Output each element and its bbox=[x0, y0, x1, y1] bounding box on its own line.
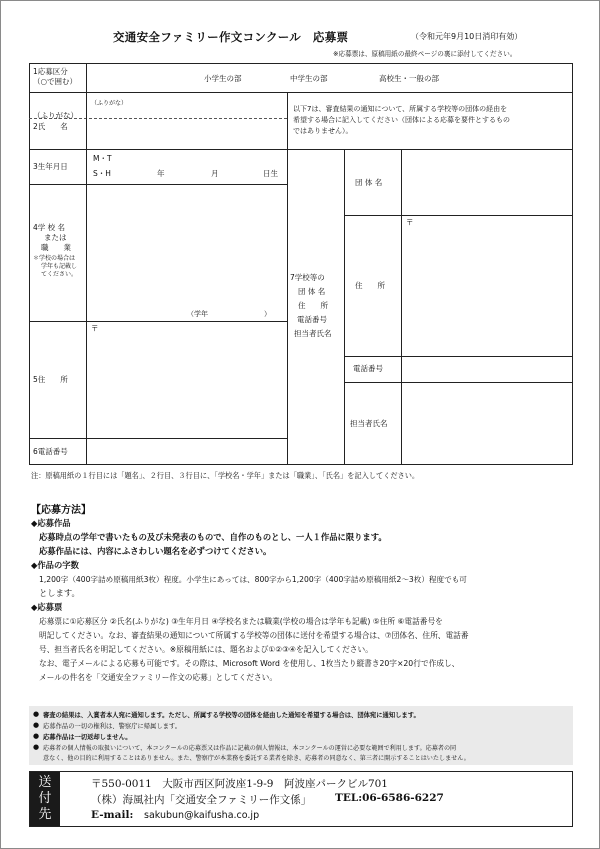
note-no-return: 応募作品は一切返却しません。 bbox=[43, 734, 132, 741]
send-company: （株）海風社内「交通安全ファミリー作文係」 bbox=[91, 794, 312, 806]
method-length-title: ◆作品の字数 bbox=[31, 560, 79, 570]
postal-mark: 〒 bbox=[91, 324, 99, 333]
school-note-1: ＊学校の場合は bbox=[33, 255, 76, 262]
furigana-label: （ふりがな） bbox=[33, 111, 78, 120]
birth-day-unit: 日生 bbox=[263, 169, 278, 178]
birth-month-unit: 月 bbox=[211, 169, 219, 178]
send-email[interactable]: sakubun@kaifusha.co.jp bbox=[144, 810, 260, 821]
group-notice-line2: 希望する場合に記入してください（団体による応募を要件とするもの bbox=[293, 116, 510, 124]
group-name-label: 団 体 名 bbox=[355, 178, 383, 187]
note-result: 審査の結果は、入賞者本人宛に通知します。ただし、所属する学校等の団体を経由した通知を希望する場合は、団体宛に通知します。 bbox=[43, 712, 420, 719]
furigana-field[interactable] bbox=[87, 93, 286, 117]
method-works-title: ◆応募作品 bbox=[31, 518, 71, 528]
note-rights: 応募作品の一切の権利は、警察庁に帰属します。 bbox=[43, 723, 182, 730]
send-phone: TEL:06-6586-6227 bbox=[335, 792, 444, 804]
category-elementary[interactable]: 小学生の部 bbox=[204, 74, 242, 83]
validity-note: （令和元年9月10日消印有効） bbox=[411, 32, 523, 41]
method-form-line2: 明記してください。なお、審査結果の通知について所属する学校等の団体に送付を希望する場合は、⑦団体名、住所、電話番 bbox=[39, 631, 469, 640]
furigana-field-hint: （ふりがな） bbox=[91, 100, 128, 107]
name-label: 2氏 名 bbox=[33, 122, 68, 131]
grade-hint: （学年 ） bbox=[187, 310, 271, 318]
note-privacy-1: 応募者の個人情報の取扱いについて、本コンクールの応募票又は作品に記載の個人情報は、本コンクールの運営に必要な範囲で利用します。応募者の同 bbox=[43, 745, 457, 752]
group-phone-field[interactable] bbox=[402, 357, 572, 381]
group-section-label-4: 電話番号 bbox=[297, 315, 327, 324]
group-address-field[interactable] bbox=[402, 216, 572, 355]
occupation-label: 職 業 bbox=[41, 243, 71, 252]
method-works-line2: 応募作品には、内容にふさわしい題名を必ずつけてください。 bbox=[39, 546, 272, 556]
note-bullet: ● bbox=[33, 743, 40, 751]
group-name-field[interactable] bbox=[402, 150, 572, 214]
era-options-2[interactable]: S・H bbox=[93, 169, 111, 178]
method-form-line5: メールの件名を「交通安全ファミリー作文の応募」としてください。 bbox=[39, 673, 278, 682]
note-privacy-2: 意なく、他の目的に利用することはありません。また、警察庁が本業務を委託する業者を除き、応募者の同意なく、第三者に開示することはいたしません。 bbox=[43, 755, 470, 762]
form-title: 交通安全ファミリー作文コンクール 応募票 bbox=[113, 30, 349, 44]
group-section-label-5: 担当者氏名 bbox=[294, 329, 332, 338]
name-field[interactable] bbox=[87, 119, 286, 148]
method-form-line4: なお、電子メールによる応募も可能です。その際は、Microsoft Word を使用し、1枚当たり縦書き20字×20行で作成し、 bbox=[39, 659, 460, 668]
method-form-line3: 号、担当者氏名を明記してください。※原稿用紙には、題名および①②③④を記入してください。 bbox=[39, 645, 373, 654]
birthday-label: 3生年月日 bbox=[33, 162, 68, 171]
birth-year-unit: 年 bbox=[157, 169, 165, 178]
group-section-label-3: 住 所 bbox=[298, 301, 328, 310]
address-label: 5住 所 bbox=[33, 375, 68, 384]
form-footnote: 注：原稿用紙の１行目には「題名」、２行目、３行目に、「学校名・学年」または「職業」、「氏名」を記入してください。 bbox=[31, 471, 420, 480]
school-or-label: または bbox=[44, 233, 67, 242]
note-bullet: ● bbox=[33, 710, 40, 718]
school-field[interactable] bbox=[87, 185, 286, 320]
era-options-1[interactable]: M・T bbox=[93, 154, 112, 163]
attach-note: ※応募票は、原稿用紙の最終ページの裏に添付してください。 bbox=[333, 50, 517, 58]
address-field[interactable] bbox=[87, 322, 286, 437]
group-notice-line3: ではありません）。 bbox=[293, 127, 353, 135]
method-length-line2: とします。 bbox=[39, 588, 80, 598]
method-form-line1: 応募票に①応募区分 ②氏名(ふりがな) ③生年月日 ④学校名または職業(学校の場合は学年も記載) ⑤住所 ⑥電話番号を bbox=[39, 617, 443, 626]
method-form-title: ◆応募票 bbox=[31, 602, 63, 612]
send-to-label: 送付先 bbox=[38, 775, 52, 822]
category-junior-high[interactable]: 中学生の部 bbox=[290, 74, 328, 83]
send-address: 〒550-0011 大阪市西区阿波座1-9-9 阿波座パークビル701 bbox=[91, 778, 388, 790]
category-circle-note: （○で囲む） bbox=[33, 77, 78, 86]
group-contact-label: 担当者氏名 bbox=[350, 419, 388, 428]
phone-label: 6電話番号 bbox=[33, 447, 68, 456]
group-section-label-1: 7学校等の bbox=[290, 273, 325, 282]
note-bullet: ● bbox=[33, 721, 40, 729]
method-works-line1: 応募時点の学年で書いたもの及び未発表のもので、自作のものとし、一人１作品に限ります。 bbox=[39, 532, 387, 542]
group-postal-mark: 〒 bbox=[406, 218, 414, 227]
school-label: 4学 校 名 bbox=[33, 223, 66, 232]
note-bullet: ● bbox=[33, 732, 40, 740]
group-contact-field[interactable] bbox=[402, 383, 572, 464]
group-phone-label: 電話番号 bbox=[353, 364, 383, 373]
send-email-label: E-mail: bbox=[91, 809, 134, 821]
method-heading: 【応募方法】 bbox=[31, 505, 91, 516]
method-length-line1: 1,200字（400字詰め原稿用紙3枚）程度。小学生にあっては、800字から1,200字（400字詰め原稿用紙2～3枚）程度でも可 bbox=[39, 575, 467, 584]
category-high-general[interactable]: 高校生・一般の部 bbox=[379, 74, 439, 83]
school-note-2: 学年も記載し bbox=[41, 263, 78, 270]
group-section-label-2: 団 体 名 bbox=[298, 287, 326, 296]
group-address-label: 住 所 bbox=[355, 281, 385, 290]
category-label: 1応募区分 bbox=[33, 67, 68, 76]
group-notice-line1: 以下7は、審査結果の通知について、所属する学校等の団体の経由を bbox=[293, 105, 508, 113]
phone-field[interactable] bbox=[87, 439, 286, 464]
school-note-3: てください。 bbox=[41, 271, 78, 278]
